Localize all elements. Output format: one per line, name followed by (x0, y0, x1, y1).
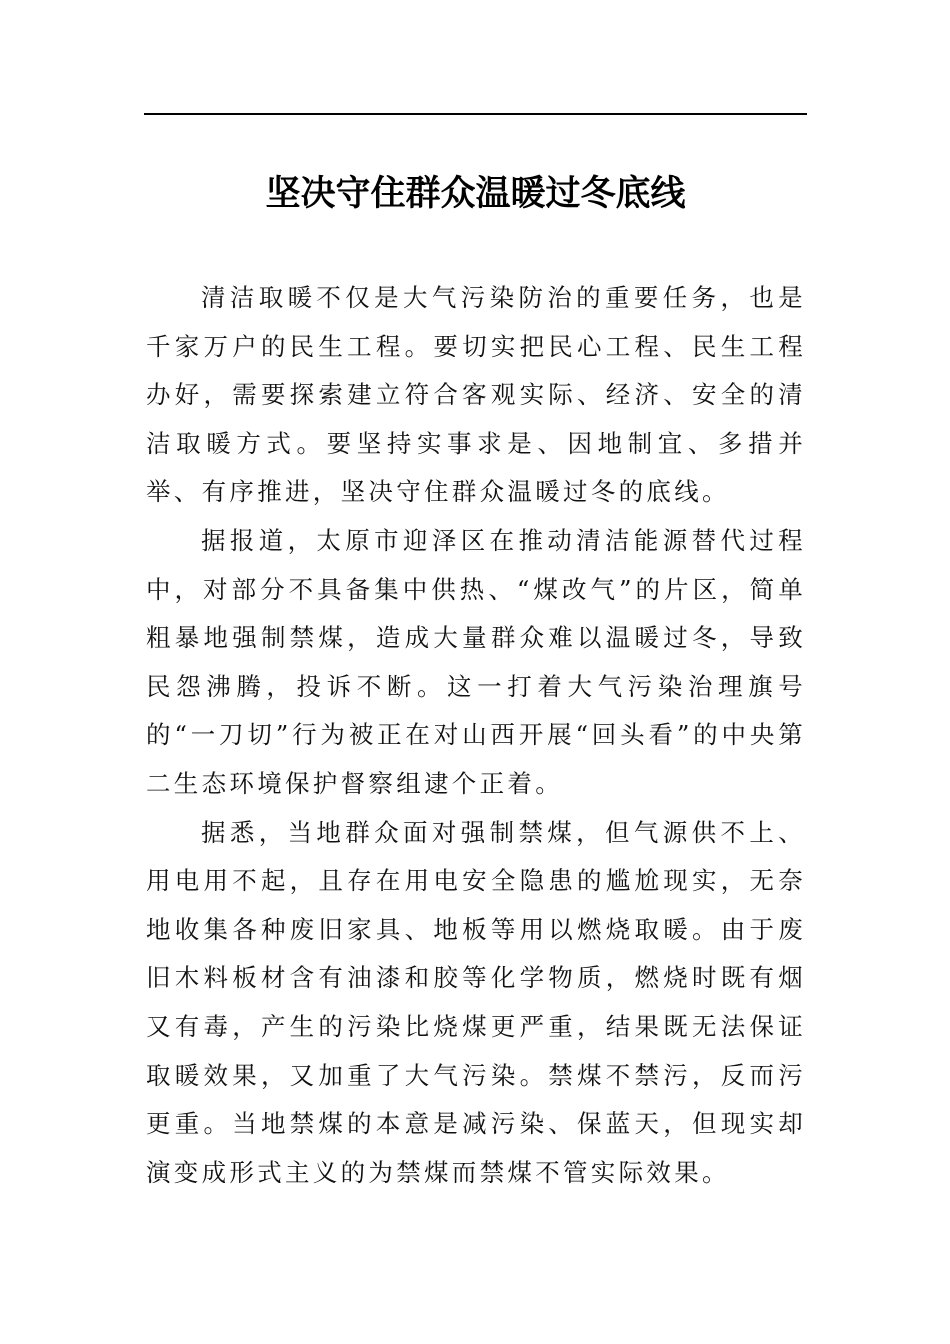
document-title: 坚决守住群众温暖过冬底线 (265, 173, 686, 214)
paragraph-3: 据悉，当地群众面对强制禁煤，但气源供不上、用电用不起，且存在用电安全隐患的尴尬现实，无奈地收集各种废旧家具、地板等用以燃烧取暖。由于废旧木料板材含有油漆和胶等化学物质，燃烧时既有烟又有毒，产生的污染比烧煤更严重，结果既无法保证取暖效果，又加重了大气污染。禁煤不禁污，反而污更重。当地禁煤的本意是减污染、保蓝天，但现实却演变成形式主义的为禁煤而禁煤不管实际效果。 (146, 817, 806, 1187)
paragraph-2: 据报道，太原市迎泽区在推动清洁能源替代过程中，对部分不具备集中供热、“煤改气”的片区，简单粗暴地强制禁煤，造成大量群众难以温暖过冬，导致民怨沸腾，投诉不断。这一打着大气污染治理旗号的“一刀切”行为被正在对山西开展“回头看”的中央第二生态环境保护督察组逮个正着。 (146, 525, 806, 798)
header-rule (144, 113, 807, 115)
document-body (146, 274, 806, 1197)
paragraph-1: 清洁取暖不仅是大气污染防治的重要任务，也是千家万户的民生工程。要切实把民心工程、民生工程办好，需要探索建立符合客观实际、经济、安全的清洁取暖方式。要坚持实事求是、因地制宜、多措并举、有序推进，坚决守住群众温暖过冬的底线。 (146, 283, 806, 507)
